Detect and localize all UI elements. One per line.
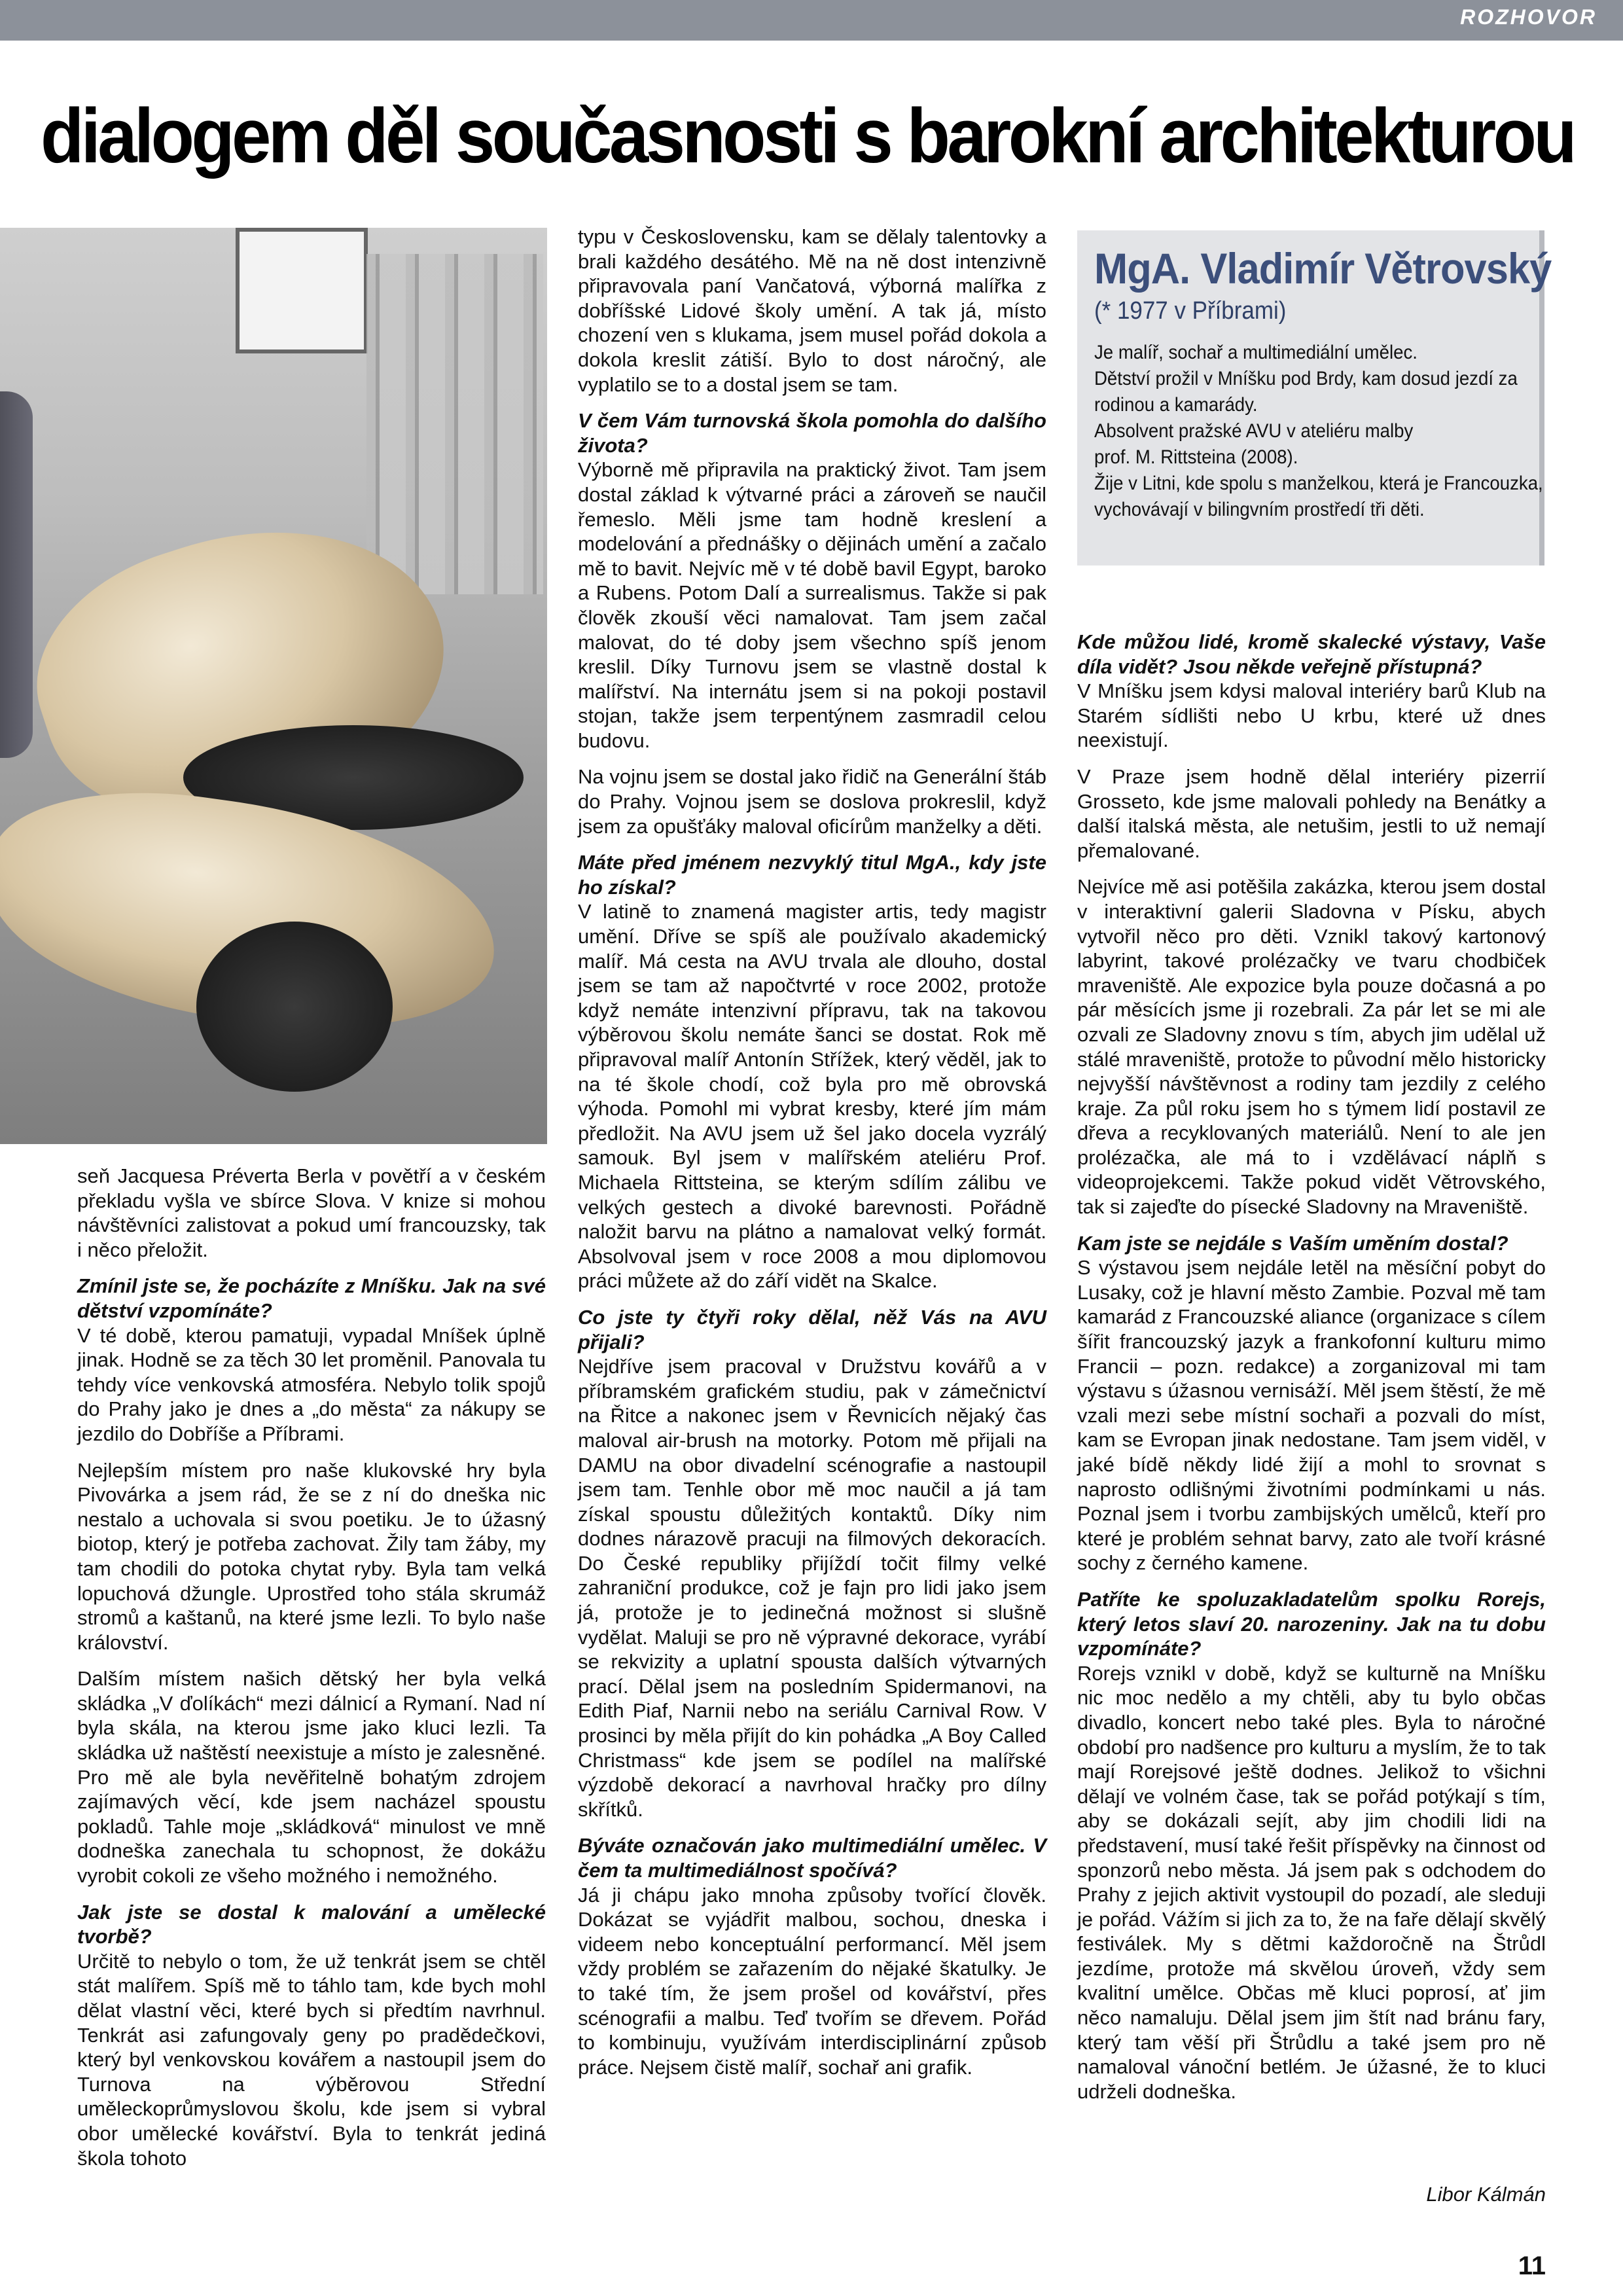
paragraph: typu v Československu, kam se dělaly talentovky a brali každého desátého. Mě na ně dost intenzivně připravovala paní Vančatová, výborná malířka z dobříšské Lidové školy umění. A tak já, místo chození ven s klukama, jsem musel pořád dokola a dokola kreslit zátiší. Bylo to dost náročný, ale vyplatilo se to a dostal jsem se tam. [578, 225, 1046, 396]
text-column-2 [578, 224, 1046, 2091]
bio-line: vychovávají v bilingvním prostředí tři děti. [1094, 499, 1425, 520]
paragraph: V Mníšku jsem kdysi maloval interiéry barů Klub na Starém sídlišti nebo U krbu, které už dnes neexistují. [1077, 679, 1546, 752]
author-byline: Libor Kálmán [1426, 2183, 1546, 2206]
paragraph: Na vojnu jsem se dostal jako řidič na Generální štáb do Prahy. Vojnou jsem se doslova prokreslil, když jsem za opušťáky maloval oficírům manželky a děti. [578, 765, 1046, 838]
paragraph: Nejvíce mě asi potěšila zakázka, kterou jsem dostal v interaktivní galerii Sladovna v Písku, abych vytvořil něco pro děti. Vznikl takový kartonový labyrint, takové prolézačky ve tvaru chodbiček mraveniště. Ale expozice byla pouze dočasná a po pár měsících jsme ji rozebrali. Za pár let se mi ale ozvali ze Sladovny znovu s tím, abych jim udělal už stálé mraveniště, protože to původní mělo historicky nejvyšší návštěvnost a rodiny tam jezdily z celého kraje. Za půl roku jsem ho s týmem lidí postavil ze dřeva a recyklovaných materiálů. Není to ale jen prolézačka, ale má to i vzdělávací náplň s videoprojekcemi. Takže pokud vidět Větrovského, tak si zajeďte do písecké Sladovny na Mraveniště. [1077, 875, 1546, 1219]
article-photo [0, 228, 547, 1144]
section-header-bar [0, 0, 1623, 41]
paragraph: Nejdříve jsem pracoval v Družstvu kovářů a v příbramském grafickém studiu, pak v zámečnictví na Řitce a nakonec jsem v Řevnicích nějaký čas maloval air-brush na motorky. Potom mě přijali na DAMU na obor divadelní scénografie a nastoupil jsem tam. Tenhle obor mě moc naučil a já tam získal spoustu důležitých kontaktů. Díky nim dodnes nárazově pracuji na filmových dekoracích. Do České republiky přijíždí točit filmy velké zahraniční produkce, což je fajn pro lidi jako jsem já, protože je to jedinečná možnost si slušně vydělat. Maluji se pro ně výpravné dekorace, vyrábí se rekvizity a uplatní spousta dalších výtvarných prací. Dělal jsem na posledním Spidermanovi, na Edith Piaf, Narnii nebo na seriálu Carnival Row. V prosinci by měla přijít do kin pohádka „A Boy Called Christmass“ kde jsem se podílel na malířské výzdobě dekorací a navrhoval hračky pro dílny skřítků. [578, 1355, 1046, 1821]
text-column-1 [77, 1164, 546, 2182]
bio-line: prof. M. Rittsteina (2008). [1094, 446, 1298, 468]
bio-name: MgA. Vladimír Větrovský [1094, 244, 1552, 293]
interview-question: Zmínil jste se, že pocházíte z Mníšku. Jak na své dětství vzpomínáte? [77, 1274, 546, 1322]
interview-question: V čem Vám turnovská škola pomohla do dalšího života? [578, 409, 1046, 457]
paragraph: Určitě to nebylo o tom, že už tenkrát jsem se chtěl stát malířem. Spíš mě to táhlo tam, kde bych mohl dělat vlastní věci, které bych si předtím navrhnul. Tenkrát asi zafungovaly geny po pradědečkovi, který byl venkovskou kovářem a nastoupil jsem do Turnova na výběrovou Střední uměleckoprůmyslovou školu, kde jsem si vybral obor umělecké kovářství. Byla to tenkrát jediná škola tohoto [77, 1949, 546, 2170]
paragraph: Výborně mě připravila na praktický život. Tam jsem dostal základ k výtvarné práci a zároveň se naučil řemeslo. Měli jsme tam hodně kreslení a modelování a přednášky o dějinách umění a začalo mě to bavit. Nejvíc mě v té době bavil Egypt, baroko a Rubens. Potom Dalí a surrealismus. Takže si pak člověk zkouší věci namalovat. Tam jsem začal malovat, do té doby jsem všechno spíš jenom kreslil. Díky Turnovu jsem se vlastně dostal k malířství. Na internátu jsem si na pokoji postavil stojan, takže jsem terpentýnem zasmradil celou budovu. [578, 458, 1046, 752]
article-title: dialogem děl současnosti s barokní architekturou [41, 93, 1575, 179]
bio-line: Dětství prožil v Mníšku pod Brdy, kam dosud jezdí za [1094, 368, 1518, 389]
bio-line: Žije v Litni, kde spolu s manželkou, která je Francouzka, [1094, 473, 1543, 494]
paragraph: V té době, kterou pamatuji, vypadal Mníšek úplně jinak. Hodně se za těch 30 let proměnil. Panovala tu tehdy více venkovská atmosféra. Nebylo tolik spojů do Prahy jako je dnes a „do města“ za nákupy se jezdilo do Dobříše a Příbrami. [77, 1323, 546, 1445]
interview-question: Kde můžou lidé, kromě skalecké výstavy, Vaše díla vidět? Jsou někde veřejně přístupná? [1077, 630, 1546, 678]
text-column-3 [1077, 630, 1546, 2115]
bio-line: rodinou a kamarády. [1094, 394, 1258, 416]
interview-question: Býváte označován jako multimediální umělec. V čem ta multimediálnost spočívá? [578, 1834, 1046, 1882]
interview-question: Jak jste se dostal k malování a umělecké tvorbě? [77, 1900, 546, 1948]
interview-question: Máte před jménem nezvyklý titul MgA., kdy jste ho získal? [578, 851, 1046, 899]
interview-question: Kam jste se nejdále s Vaším uměním dostal? [1077, 1231, 1508, 1255]
interview-question: Patříte ke spoluzakladatelům spolku Rorejs, který letos slaví 20. narozeniny. Jak na tu dobu vzpomínáte? [1077, 1587, 1546, 1660]
bio-birth: (* 1977 v Příbrami) [1094, 297, 1287, 325]
bio-line: Absolvent pražské AVU v ateliéru malby [1094, 420, 1414, 442]
photo-window [236, 228, 368, 353]
page-number: 11 [1518, 2251, 1546, 2280]
paragraph: S výstavou jsem nejdále letěl na měsíční pobyt do Lusaky, což je hlavní město Zambie. Pozval mě tam kamarád z Francouzské aliance (organizace s cílem šířit francouzský jazyk a frankofonní kulturu mimo Francii – pozn. redakce) a zorganizoval mi tam výstavu s úžasnou vernisáží. Měl jsem štěstí, že mě vzali mezi sebe místní sochaři a pozvali do míst, kam se Evropan jinak nedostane. Tam jsem viděl, v jaké bídě někdy lidé žijí a mohl to srovnat s naprosto odlišnými životními podmínkami u nás. Poznal jsem i tvorbu zambijských umělců, kteří pro které je problém sehnat barvy, zato ale tvoří krásné sochy z černého kamene. [1077, 1256, 1546, 1575]
photo-shelf [366, 254, 543, 594]
paragraph: Nejlepším místem pro naše klukovské hry byla Pivovárka a jsem rád, že se z ní do dneška nic nestalo a uchovala si svou poetiku. Je to úžasný biotop, který je potřeba zachovat. Žily tam žáby, my tam chodili do potoka chytat ryby. Byla tam velká lopuchová džungle. Uprostřed toho stála skrumáž stromů a kaštanů, na které jsme lezli. To bylo naše království. [77, 1458, 546, 1654]
paragraph: seň Jacquesa Préverta Berla v povětří a v českém překladu vyšla ve sbírce Slova. V knize si mohou návštěvníci zalistovat a pokud umí francouzsky, tak i něco přeložit. [77, 1164, 546, 1261]
photo-person [0, 391, 33, 758]
paragraph: Já ji chápu jako mnoha způsoby tvořící člověk. Dokázat se vyjádřit malbou, sochou, dneska i videem nebo konceptuální performancí. Měl jsem vždy problém se zařazením do nějaké škatulky. Je to také tím, že jsem prošel od kovářství, přes scénografii a malbu. Teď tvořím se dřevem. Pořád to kombinuju, využívám interdisciplinární způsob práce. Nejsem čistě malíř, sochař ani grafik. [578, 1883, 1046, 2079]
paragraph: V Praze jsem hodně dělal interiéry pizerrií Grosseto, kde jsme malovali pohledy na Benátky a další italská města, ale netušim, jestli to už nemají přemalované. [1077, 764, 1546, 862]
bio-line: Je malíř, sochař a multimediální umělec. [1094, 342, 1418, 363]
photo-log-end [196, 922, 393, 1092]
paragraph: Rorejs vznikl v době, když se kulturně na Mníšku nic moc nedělo a my chtěli, aby tu bylo občas divadlo, koncert nebo také ples. Byla to náročné období pro nadšence pro kulturu a myslím, že to tak mají Rorejsové ještě dodnes. Jelikož to všichni dělají ve volném čase, tak se pořád potýkají s tím, aby se dokázali sejít, aby jim chodili lidi na představení, musí také řešit příspěvky na činnost od sponzorů nebo města. Já jsem pak s odchodem do Prahy z jejich aktivit vystoupil do pozadí, ale sleduji je pořád. Vážím si jich za to, že na faře dělají skvělý festiválek. My s dětmi každoročně na Štrůdl jezdíme, protože má skvělou úroveň, vždy sem kvalitní umělce. Občas mě kluci poprosí, ať jim něco namaluju. Dělal jsem jim štít nad bránu fary, který tam věší při Štrůdlu a také jsem pro ně namaloval vánoční betlém. Je úžasné, že to kluci udrželi dodneška. [1077, 1661, 1546, 2103]
section-label: ROZHOVOR [1460, 5, 1597, 29]
paragraph: Dalším místem našich dětský her byla velká skládka „V ďolíkách“ mezi dálnicí a Rymaní. Nad ní byla skála, na kterou jsme jako kluci lezli. Ta skládka už naštěstí neexistuje a místo je zalesněné. Pro mě ale byla nevěřitelně bohatým zdrojem zajímavých věcí, kde jsem nacházel spoustu pokladů. Tahle moje „skládková“ minulost ve mně dodneška zanechala tu schopnost, že dokážu vyrobit cokoli ze všeho možného i nemožného. [77, 1667, 546, 1888]
paragraph: V latině to znamená magister artis, tedy magistr umění. Dříve se spíš ale používalo akademický malíř. Má cesta na AVU trvala ale dlouho, dostal jsem se tam až napočtvrté v roce 2002, protože když nemáte intenzivní přípravu, tak na takovou výběrovou školu nemáte šanci se dostat. Rok mě připravoval malíř Antonín Střížek, který věděl, jak to na té škole chodí, což byla pro mě obrovská výhoda. Pomohl mi vybrat kresby, které jím mám předložit. Na AVU jsem už šel jako docela vyzrálý samouk. Byl jsem v malířském ateliéru Prof. Michaela Rittsteina, se kterým sdílím zálibu ve velkých gestech a divoké barevnosti. Pořádně naložit barvu na plátno a namalovat velký formát. Absolvoval jsem v roce 2008 a mou diplomovou práci můžete až do září vidět na Skalce. [578, 900, 1046, 1293]
bio-box [1077, 230, 1552, 565]
interview-question: Co jste ty čtyři roky dělal, něž Vás na AVU přijali? [578, 1305, 1046, 1354]
